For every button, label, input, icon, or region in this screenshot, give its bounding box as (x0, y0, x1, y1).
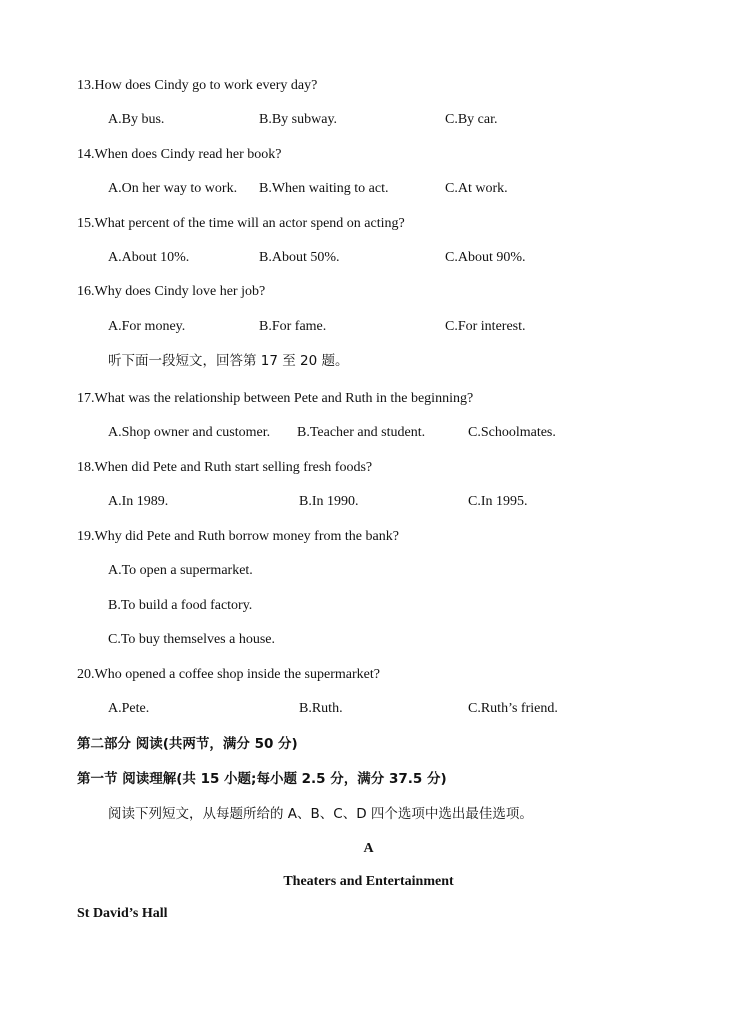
question-16-option-c: C.For interest. (445, 319, 526, 334)
question-13-option-a: A.By bus. (108, 112, 165, 127)
passage-title: Theaters and Entertainment (283, 874, 454, 889)
question-14-option-b: B.When waiting to act. (259, 181, 389, 196)
question-13-stem: 13.How does Cindy go to work every day? (77, 78, 318, 93)
question-15-stem: 15.What percent of the time will an actor spend on acting? (77, 216, 405, 231)
question-13-option-c: C.By car. (445, 112, 498, 127)
question-19-option-a: A.To open a supermarket. (108, 563, 253, 578)
question-17-option-b: B.Teacher and student. (297, 425, 426, 440)
question-17-option-c: C.Schoolmates. (468, 425, 556, 440)
question-14-option-c: C.At work. (445, 181, 508, 196)
reading-instruction: 阅读下列短文，从每题所给的 A、B、C、D 四个选项中选出最佳选项。 (108, 806, 533, 822)
question-20-option-b: B.Ruth. (299, 701, 343, 716)
question-18-option-a: A.In 1989. (108, 494, 169, 509)
venue-title: St David’s Hall (77, 906, 168, 921)
question-16-option-a: A.For money. (108, 319, 186, 334)
listening-instruction: 听下面一段短文，回答第 17 至 20 题。 (108, 353, 349, 369)
question-20-option-c: C.Ruth’s friend. (468, 701, 558, 716)
question-20-stem: 20.Who opened a coffee shop inside the supermarket? (77, 667, 380, 682)
question-15-option-a: A.About 10%. (108, 250, 190, 265)
passage-letter: A (363, 841, 374, 856)
part2-heading: 第二部分 阅读(共两节，满分 50 分) (77, 736, 298, 752)
question-14-option-a: A.On her way to work. (108, 181, 238, 196)
question-15-option-c: C.About 90%. (445, 250, 526, 265)
question-14-stem: 14.When does Cindy read her book? (77, 147, 282, 162)
question-17-option-a: A.Shop owner and customer. (108, 425, 271, 440)
question-16-stem: 16.Why does Cindy love her job? (77, 284, 266, 299)
question-18-stem: 18.When did Pete and Ruth start selling fresh foods? (77, 460, 373, 475)
question-19-option-c: C.To buy themselves a house. (108, 632, 275, 647)
question-18-option-b: B.In 1990. (299, 494, 359, 509)
question-20-option-a: A.Pete. (108, 701, 150, 716)
question-17-stem: 17.What was the relationship between Pete and Ruth in the beginning? (77, 391, 474, 406)
question-15-option-b: B.About 50%. (259, 250, 340, 265)
question-18-option-c: C.In 1995. (468, 494, 528, 509)
section1-heading: 第一节 阅读理解(共 15 小题;每小题 2.5 分，满分 37.5 分) (77, 771, 447, 787)
question-16-option-b: B.For fame. (259, 319, 327, 334)
question-19-stem: 19.Why did Pete and Ruth borrow money from the bank? (77, 529, 399, 544)
question-19-option-b: B.To build a food factory. (108, 598, 253, 613)
question-13-option-b: B.By subway. (259, 112, 338, 127)
